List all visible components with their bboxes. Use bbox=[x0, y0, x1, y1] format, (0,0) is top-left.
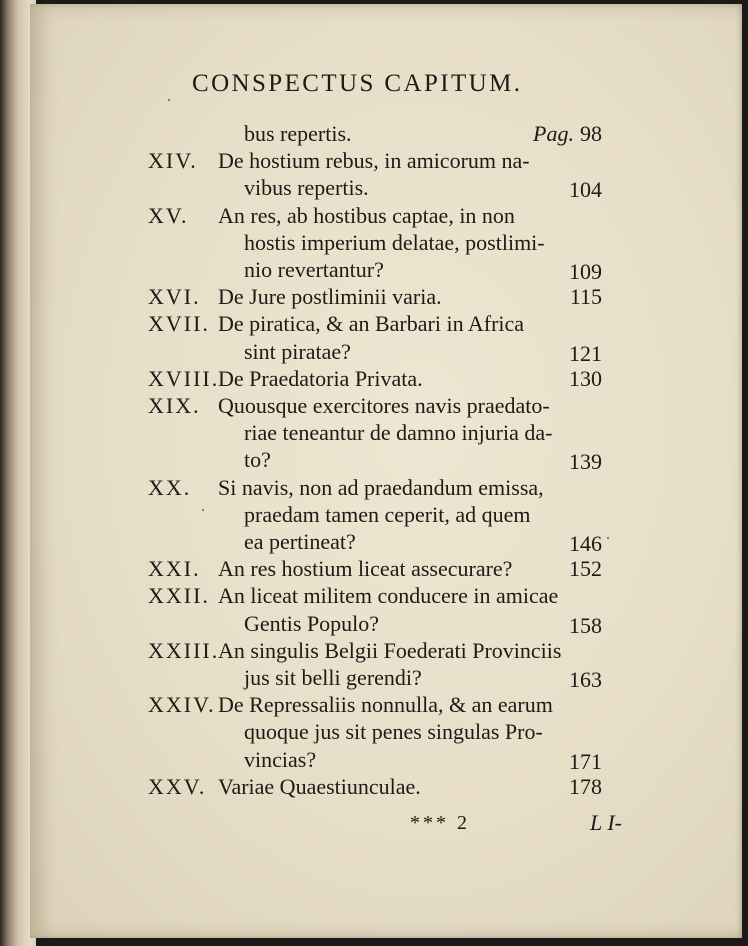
chapter-title-line: De Praedatoria Privata. bbox=[218, 365, 423, 391]
chapter-title-line: praedam tamen ceperit, ad quem bbox=[244, 501, 531, 527]
chapter-number: XVI. bbox=[148, 284, 201, 310]
page-title: CONSPECTUS CAPITUM. bbox=[192, 70, 523, 97]
paper-speck bbox=[607, 537, 609, 539]
chapter-number: XXV. bbox=[148, 773, 207, 799]
page-number: 98 bbox=[580, 121, 602, 146]
page-number: 130 bbox=[569, 365, 602, 391]
chapter-title-line: vincias? bbox=[244, 746, 317, 772]
book-page bbox=[30, 4, 742, 938]
chapter-title-line: An liceat militem conducere in amicae bbox=[218, 583, 559, 609]
chapter-title-line: ea pertineat? bbox=[244, 529, 356, 554]
chapter-title-line: Variae Quaestiunculae. bbox=[218, 773, 421, 799]
chapter-title-line: De Jure postliminii varia. bbox=[218, 284, 442, 310]
chapter-title-line: vibus repertis. bbox=[244, 175, 369, 201]
chapter-title-line: riae teneantur de damno injuria da- bbox=[244, 420, 553, 446]
chapter-title-line: sint piratae? bbox=[244, 338, 351, 364]
page-number: 158 bbox=[569, 612, 602, 638]
page-number: 152 bbox=[569, 556, 602, 582]
page-number: 115 bbox=[569, 284, 602, 310]
page-number: 178 bbox=[569, 773, 602, 799]
page-number: 109 bbox=[569, 259, 602, 284]
chapter-number: XX. bbox=[148, 474, 192, 500]
chapter-number: XVII. bbox=[148, 311, 210, 337]
chapter-title-line: An singulis Belgii Foederati Provinciis bbox=[218, 637, 562, 663]
page-number: 104 bbox=[569, 177, 602, 203]
chapter-number: XXIV. bbox=[148, 692, 216, 718]
continuation-text: bus repertis. bbox=[244, 121, 352, 146]
continuation-page bbox=[533, 121, 602, 147]
chapter-number: XXIII. bbox=[148, 637, 220, 663]
chapter-title-line: De piratica, & an Barbari in Africa bbox=[218, 311, 525, 337]
chapter-title-line: to? bbox=[244, 447, 271, 473]
chapter-title-line: Quousque exercitores navis praedato- bbox=[218, 393, 550, 418]
page-number: 121 bbox=[569, 340, 602, 366]
chapter-title-line: De Repressaliis nonnulla, & an earum bbox=[218, 692, 553, 718]
catchword: L I- bbox=[590, 810, 622, 835]
chapter-title-line: hostis imperium delatae, postlimi- bbox=[244, 229, 545, 255]
chapter-title-line: Si navis, non ad praedandum emissa, bbox=[218, 474, 544, 500]
chapter-title-line: nio revertantur? bbox=[244, 257, 384, 282]
chapter-title-line: De hostium rebus, in amicorum na- bbox=[218, 148, 530, 174]
chapter-number: XIV. bbox=[148, 148, 198, 174]
pag-label: Pag. bbox=[533, 121, 574, 146]
chapter-title-line: jus sit belli gerendi? bbox=[244, 665, 422, 690]
page-number: 171 bbox=[569, 748, 602, 774]
chapter-title-line: An res hostium liceat assecurare? bbox=[218, 556, 513, 582]
signature-mark: *** 2 bbox=[410, 812, 470, 834]
chapter-title-line: An res, ab hostibus captae, in non bbox=[218, 202, 515, 228]
page-number: 146 bbox=[569, 531, 602, 556]
chapter-number: XV. bbox=[148, 202, 189, 228]
chapter-number: XVIII. bbox=[148, 365, 220, 391]
page-number: 163 bbox=[569, 667, 602, 692]
page-number: 139 bbox=[569, 449, 602, 475]
chapter-number: XXI. bbox=[148, 556, 201, 582]
chapter-title-line: Gentis Populo? bbox=[244, 610, 380, 636]
paper-speck bbox=[168, 99, 170, 101]
paper-speck bbox=[202, 509, 204, 511]
chapter-number: XIX. bbox=[148, 393, 201, 418]
chapter-title-line: quoque jus sit penes singulas Pro- bbox=[244, 719, 543, 745]
chapter-number: XXII. bbox=[148, 583, 210, 609]
